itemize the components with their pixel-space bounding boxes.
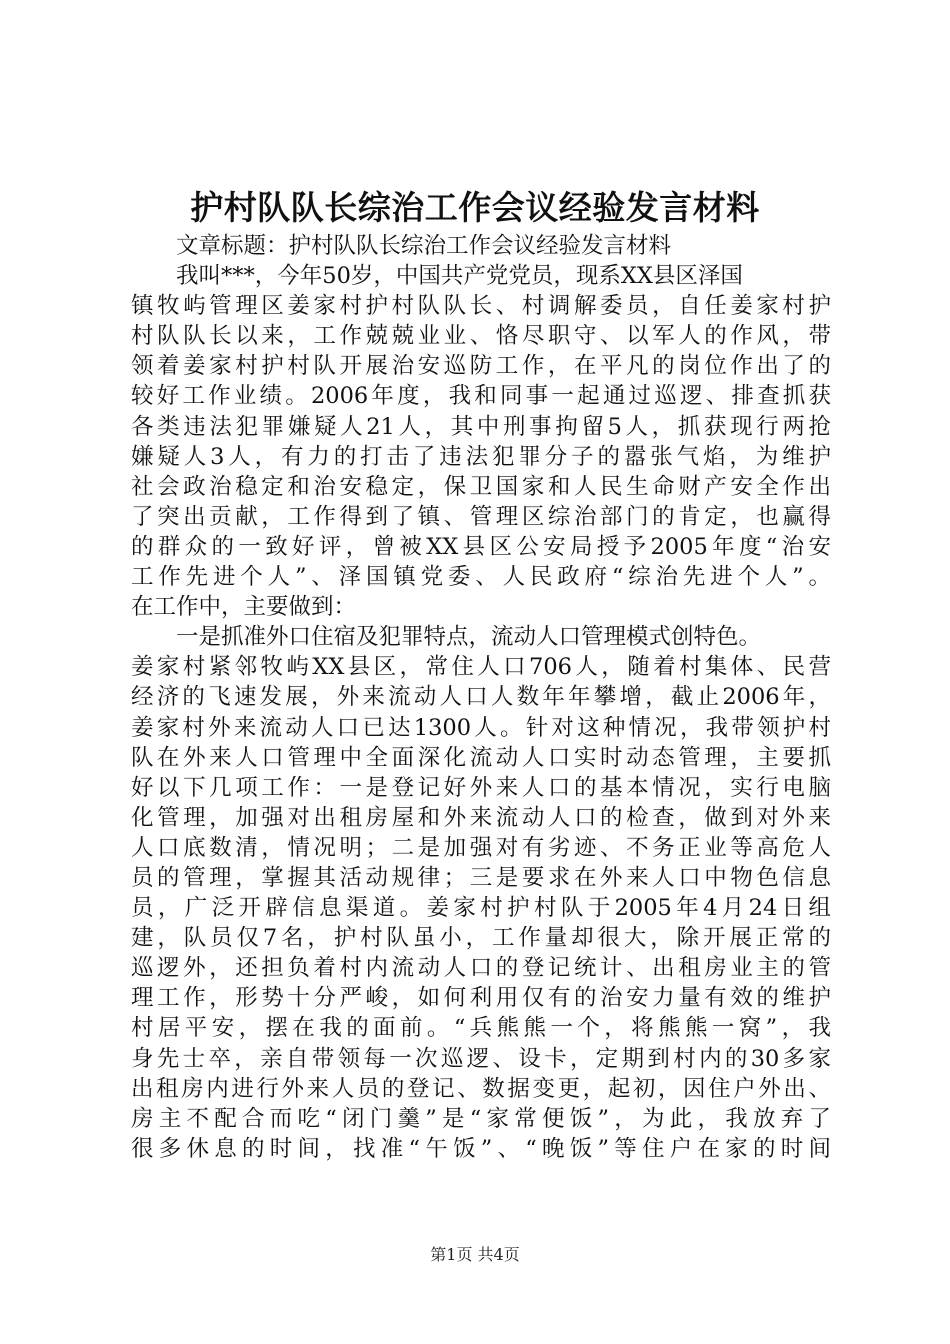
paragraph-line: 了突出贡献，工作得到了镇、管理区综治部门的肯定，也赢得 (131, 503, 831, 530)
paragraph-line: 各类违法犯罪嫌疑人21人，其中刑事拘留5人，抓获现行两抢 (131, 413, 831, 440)
paragraph-line: 村居平安，摆在我的面前。“兵熊熊一个，将熊熊一窝”，我 (131, 1015, 831, 1042)
paragraph-line: 员，广泛开辟信息渠道。姜家村护村队于2005年4月24日组 (131, 895, 831, 922)
paragraph-line: 化管理，加强对出租房屋和外来流动人口的检查，做到对外来 (131, 804, 831, 831)
paragraph-line: 建，队员仅7名，护村队虽小，工作量却很大，除开展正常的 (131, 925, 831, 952)
paragraph-line: 一是抓准外口住宿及犯罪特点，流动人口管理模式创特色。 (176, 624, 762, 651)
paragraph-line: 人口底数清，情况明；二是加强对有劣迹、不务正业等高危人 (131, 834, 831, 861)
page-number: 第1页 共4页 (430, 1245, 520, 1264)
paragraph-line: 我叫***，今年50岁，中国共产党党员，现系XX县区泽国 (176, 263, 743, 290)
paragraph-line: 队在外来人口管理中全面深化流动人口实时动态管理，主要抓 (131, 744, 831, 771)
paragraph-line: 镇牧屿管理区姜家村护村队队长、村调解委员，自任姜家村护 (131, 293, 831, 320)
paragraph-line: 房主不配合而吃“闭门羹”是“家常便饭”，为此，我放弃了 (131, 1105, 831, 1132)
article-title-line: 文章标题：护村队队长综治工作会议经验发言材料 (176, 233, 672, 259)
document-body (131, 231, 831, 1164)
paragraph-line: 姜家村外来流动人口已达1300人。针对这种情况，我带领护村 (131, 714, 831, 741)
paragraph-line: 经济的飞速发展，外来流动人口人数年年攀增，截止2006年， (131, 684, 831, 711)
paragraph-line: 身先士卒，亲自带领每一次巡逻、设卡，定期到村内的30多家 (131, 1045, 831, 1072)
paragraph-line: 很多休息的时间，找准“午饭”、“晚饭”等住户在家的时间 (131, 1135, 831, 1162)
paragraph-line: 嫌疑人3人，有力的打击了违法犯罪分子的嚣张气焰，为维护 (131, 443, 831, 470)
paragraph-line: 社会政治稳定和治安稳定，保卫国家和人民生命财产安全作出 (131, 473, 831, 500)
paragraph-line: 姜家村紧邻牧屿XX县区，常住人口706人，随着村集体、民营 (131, 654, 831, 681)
paragraph-line: 工作先进个人”、泽国镇党委、人民政府“综治先进个人”。 (131, 564, 831, 591)
paragraph-line: 理工作，形势十分严峻，如何利用仅有的治安力量有效的维护 (131, 985, 831, 1012)
paragraph-line: 好以下几项工作：一是登记好外来人口的基本情况，实行电脑 (131, 774, 831, 801)
paragraph-line: 领着姜家村护村队开展治安巡防工作，在平凡的岗位作出了的 (131, 353, 831, 380)
paragraph-line: 的群众的一致好评，曾被XX县区公安局授予2005年度“治安 (131, 533, 831, 560)
paragraph-line: 员的管理，掌握其活动规律；三是要求在外来人口中物色信息 (131, 864, 831, 891)
paragraph-line: 出租房内进行外来人员的登记、数据变更，起初，因住户外出、 (131, 1075, 831, 1102)
paragraph-line: 村队队长以来，工作兢兢业业、恪尽职守、以军人的作风，带 (131, 323, 831, 350)
document-title: 护村队队长综治工作会议经验发言材料 (190, 188, 760, 227)
paragraph-line: 在工作中，主要做到： (131, 594, 357, 621)
paragraph-line: 较好工作业绩。2006年度，我和同事一起通过巡逻、排查抓获 (131, 383, 831, 410)
paragraph-line: 巡逻外，还担负着村内流动人口的登记统计、出租房业主的管 (131, 955, 831, 982)
